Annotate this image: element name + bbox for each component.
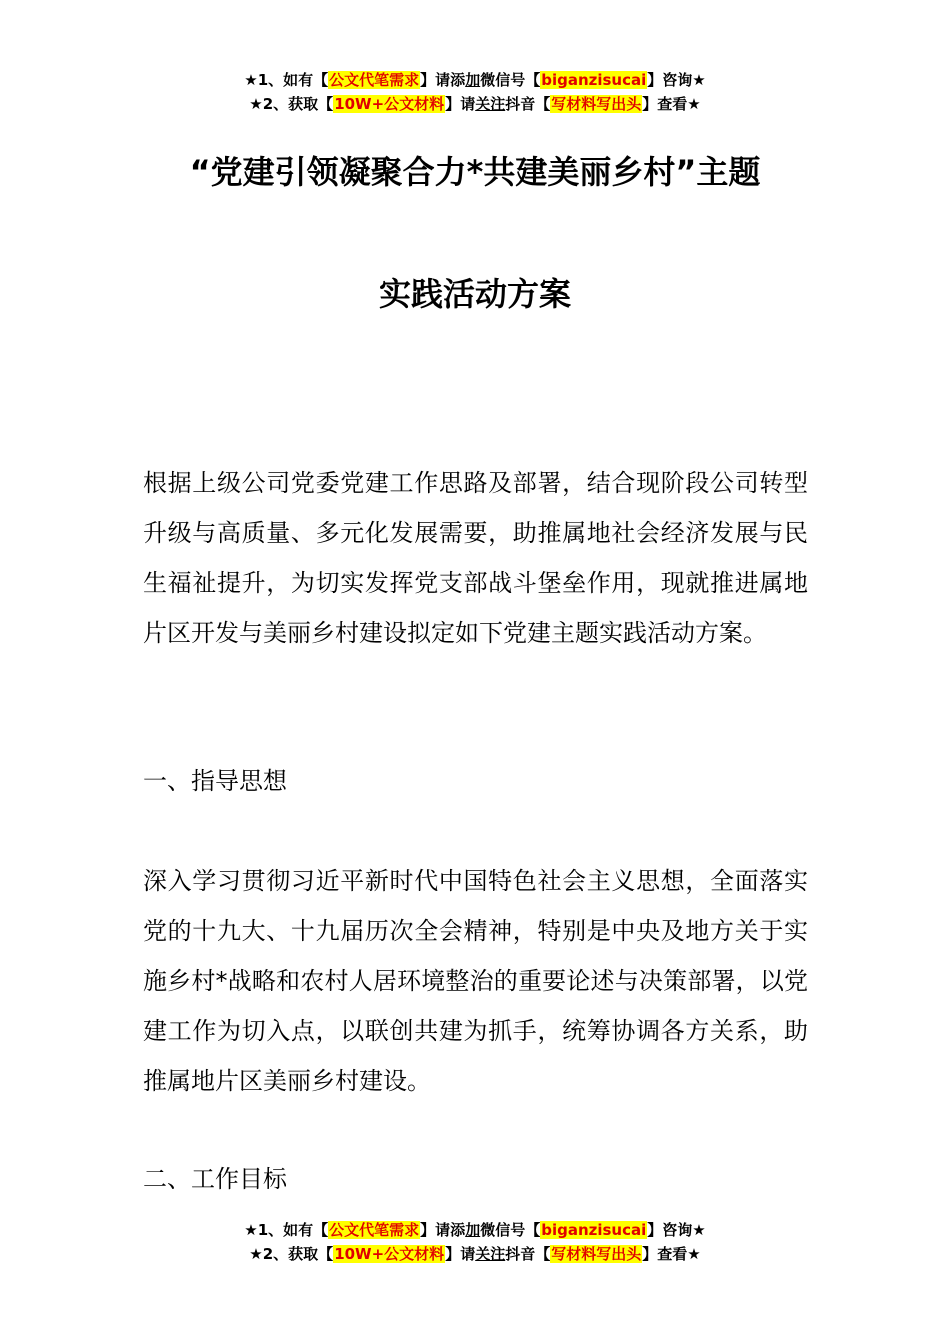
intro-paragraph: 根据上级公司党委党建工作思路及部署，结合现阶段公司转型升级与高质量、多元化发展需要，助推属地社会经济发展与民生福祉提升，为切实发挥党支部战斗堡垒作用，现就推进属地片区开发与美丽乡村建设拟定如下党建主题实践活动方案。 — [143, 469, 808, 647]
section-1-paragraph: 深入学习贯彻习近平新时代中国特色社会主义思想，全面落实党的十九大、十九届历次全会精神，特别是中央及地方关于实施乡村*战略和农村人居环境整治的重要论述与决策部署，以党建工作为切入点，以联创共建为抓手，统筹协调各方关系，助推属地片区美丽乡村建设。 — [143, 867, 808, 1095]
banner-text: 】请添 — [420, 71, 466, 89]
banner-text: 】请 — [445, 95, 476, 113]
banner-text: 】咨询★ — [647, 71, 706, 89]
document-title-line-1: “党建引领凝聚合力*共建美丽乡村”主题 — [189, 153, 761, 191]
section-heading-guiding-ideology: 一、指导思想 — [143, 767, 287, 795]
bottom-banner-line-1 — [0, 1218, 950, 1242]
banner-text: ★2、获取【 — [249, 95, 334, 113]
highlight-service: 公文代笔需求 — [329, 71, 420, 89]
banner-text: ★1、如有【 — [244, 1221, 329, 1239]
banner-text: 抖音【 — [505, 1245, 551, 1263]
bottom-banner-line-2 — [0, 1242, 950, 1266]
document-title-line-2: 实践活动方案 — [378, 275, 571, 313]
bottom-banner — [0, 1218, 950, 1266]
banner-text: ★2、获取【 — [249, 1245, 334, 1263]
banner-text: 抖音【 — [505, 95, 551, 113]
banner-text: 】查看★ — [642, 1245, 701, 1263]
top-banner — [0, 68, 950, 116]
highlight-service: 公文代笔需求 — [329, 1221, 420, 1239]
section-heading-work-objectives: 二、工作目标 — [143, 1165, 287, 1193]
top-banner-line-1 — [0, 68, 950, 92]
banner-text-underlined: 关注 — [475, 1245, 506, 1263]
banner-text: 】咨询★ — [647, 1221, 706, 1239]
banner-text: 微信号【 — [480, 71, 541, 89]
highlight-douyin-account: 写材料写出头 — [551, 1245, 642, 1263]
highlight-materials: 10W+公文材料 — [334, 1245, 445, 1263]
banner-text: 】查看★ — [642, 95, 701, 113]
banner-text: 】请 — [445, 1245, 476, 1263]
highlight-wechat-id: biganzisucai — [541, 1221, 647, 1239]
banner-text-underlined: 加 — [465, 1221, 481, 1239]
banner-text-underlined: 加 — [465, 71, 481, 89]
highlight-douyin-account: 写材料写出头 — [551, 95, 642, 113]
top-banner-line-2 — [0, 92, 950, 116]
highlight-wechat-id: biganzisucai — [541, 71, 647, 89]
banner-text: ★1、如有【 — [244, 71, 329, 89]
banner-text: 微信号【 — [480, 1221, 541, 1239]
highlight-materials: 10W+公文材料 — [334, 95, 445, 113]
banner-text-underlined: 关注 — [475, 95, 506, 113]
banner-text: 】请添 — [420, 1221, 466, 1239]
